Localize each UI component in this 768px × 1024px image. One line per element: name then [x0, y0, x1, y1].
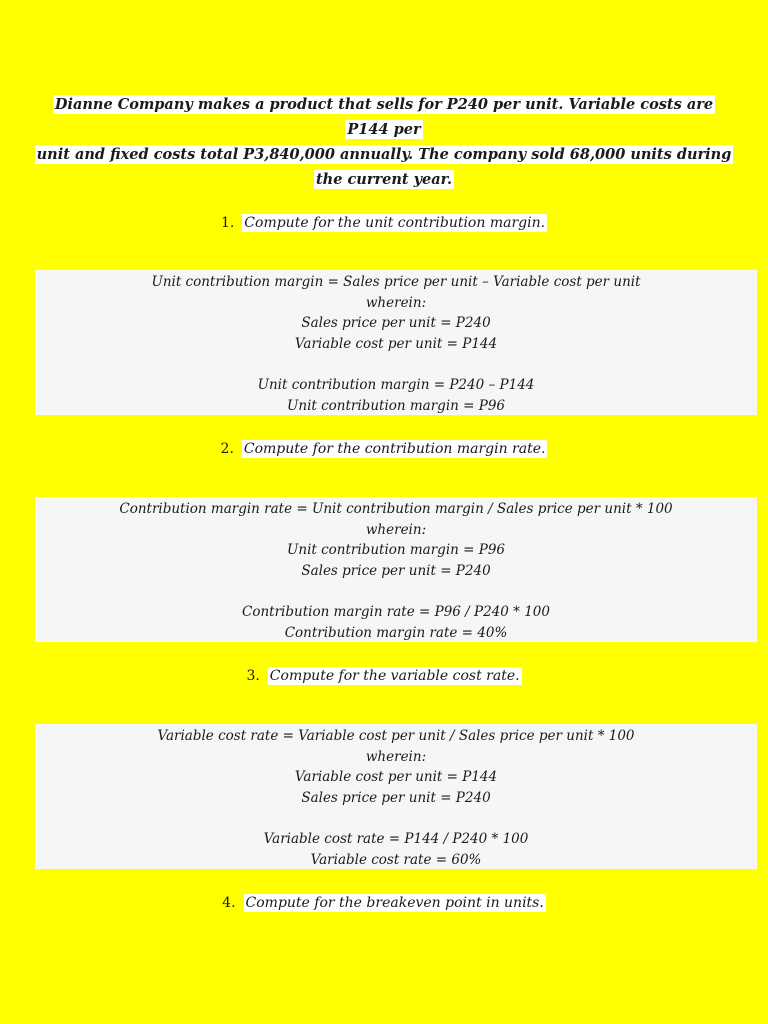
- answer-formula: Unit contribution margin = Sales price per unit – Variable cost per unit: [151, 274, 641, 290]
- answer-given: Sales price per unit = P240: [301, 789, 491, 806]
- answer-wherein: wherein:: [365, 521, 427, 538]
- answer-given: Variable cost per unit = P144: [294, 335, 498, 352]
- question-2: [0, 439, 768, 459]
- answer-given: Unit contribution margin = P96: [287, 542, 505, 559]
- answer-calculation: Variable cost rate = P144 / P240 * 100: [263, 830, 529, 847]
- question-text: Compute for the contribution margin rate.: [243, 441, 546, 457]
- question-text: Compute for the breakeven point in units.: [245, 895, 544, 911]
- problem-statement: [34, 92, 734, 192]
- question-text: Compute for the unit contribution margin.: [244, 215, 546, 231]
- problem-line-3: the current year.: [315, 171, 453, 188]
- answer-box-1: [35, 270, 757, 415]
- answer-spacer: [35, 581, 757, 602]
- question-number: 2.: [220, 441, 234, 457]
- question-3: [0, 666, 768, 686]
- problem-line-1: Dianne Company makes a product that sells for P240 per unit. Variable costs are P144 per: [54, 96, 714, 138]
- answer-result: Contribution margin rate = 40%: [284, 624, 508, 641]
- answer-spacer: [35, 354, 757, 375]
- answer-box-3: [35, 724, 757, 869]
- answer-given: Sales price per unit = P240: [301, 562, 491, 579]
- answer-given: Variable cost per unit = P144: [294, 769, 498, 786]
- answer-box-2: [35, 497, 757, 642]
- question-1: [0, 213, 768, 233]
- answer-wherein: wherein:: [365, 294, 427, 311]
- question-number: 1.: [220, 215, 235, 231]
- answer-result: Variable cost rate = 60%: [310, 851, 482, 868]
- problem-line-2: unit and fixed costs total P3,840,000 annually. The company sold 68,000 units during: [36, 146, 732, 163]
- answer-spacer: [35, 808, 757, 829]
- answer-given: Sales price per unit = P240: [301, 315, 491, 332]
- question-4: [0, 893, 768, 913]
- answer-calculation: Unit contribution margin = P240 – P144: [257, 376, 535, 393]
- question-number: 4.: [222, 895, 236, 911]
- answer-formula: Variable cost rate = Variable cost per unit / Sales price per unit * 100: [157, 728, 635, 744]
- question-text: Compute for the variable cost rate.: [269, 668, 520, 684]
- answer-result: Unit contribution margin = P96: [287, 397, 505, 414]
- answer-calculation: Contribution margin rate = P96 / P240 * 100: [242, 603, 550, 620]
- answer-wherein: wherein:: [365, 748, 427, 765]
- answer-formula: Contribution margin rate = Unit contribution margin / Sales price per unit * 100: [119, 501, 673, 517]
- question-number: 3.: [246, 668, 260, 684]
